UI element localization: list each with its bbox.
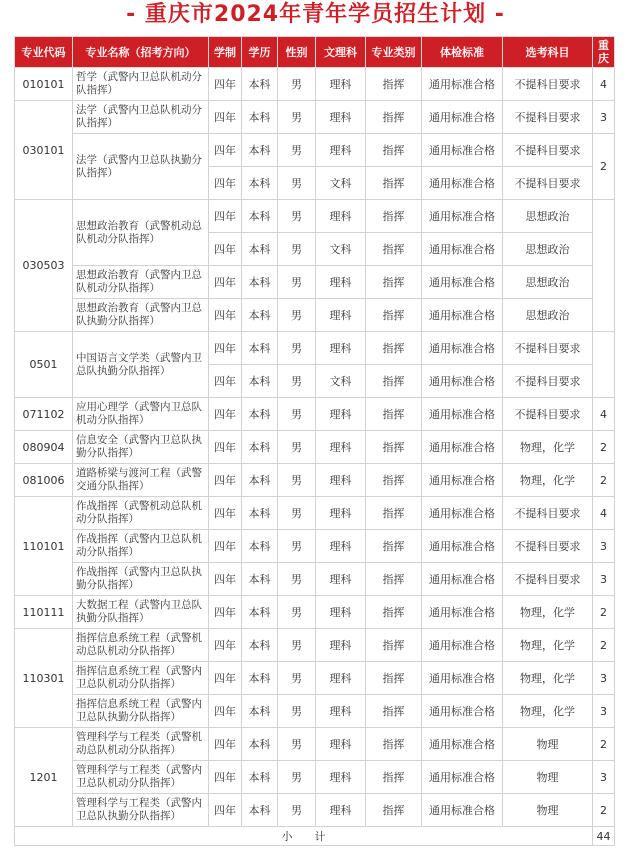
health-standard-cell: 通用标准合格 (422, 101, 503, 134)
health-standard-cell: 通用标准合格 (422, 299, 503, 332)
header-cell: 专业类别 (366, 37, 422, 68)
table-row (15, 695, 615, 728)
degree-cell: 本科 (242, 299, 278, 332)
table-row (15, 728, 615, 761)
duration-cell: 四年 (209, 299, 242, 332)
gender-cell: 男 (278, 530, 316, 563)
major-code-cell: 030101 (15, 101, 73, 200)
subjects-cell: 物理，化学 (503, 662, 593, 695)
degree-cell: 本科 (242, 662, 278, 695)
health-standard-cell: 通用标准合格 (422, 530, 503, 563)
quota-cell: 2 (593, 464, 615, 497)
degree-cell: 本科 (242, 266, 278, 299)
track-cell: 理科 (316, 761, 366, 794)
track-cell: 理科 (316, 596, 366, 629)
track-cell: 理科 (316, 266, 366, 299)
subjects-cell: 物理 (503, 761, 593, 794)
major-code-cell: 081006 (15, 464, 73, 497)
major-name-cell: 作战指挥（武警内卫总队执勤分队指挥） (73, 563, 209, 596)
gender-cell: 男 (278, 398, 316, 431)
major-name-cell: 指挥信息系统工程（武警机动总队机动分队指挥） (73, 629, 209, 662)
track-cell: 理科 (316, 134, 366, 167)
major-code-cell: 030503 (15, 200, 73, 332)
quota-cell (593, 200, 615, 332)
subjects-cell: 不提科目要求 (503, 365, 593, 398)
major-name-cell: 作战指挥（武警内卫总队机动分队指挥） (73, 530, 209, 563)
table-row (15, 68, 615, 101)
header-row (15, 37, 615, 68)
health-standard-cell: 通用标准合格 (422, 365, 503, 398)
category-cell: 指挥 (366, 266, 422, 299)
degree-cell: 本科 (242, 464, 278, 497)
duration-cell: 四年 (209, 101, 242, 134)
table-row (15, 101, 615, 134)
header-cell: 性别 (278, 37, 316, 68)
track-cell: 理科 (316, 101, 366, 134)
subjects-cell: 思想政治 (503, 233, 593, 266)
degree-cell: 本科 (242, 167, 278, 200)
table-row (15, 431, 615, 464)
duration-cell: 四年 (209, 200, 242, 233)
major-name-cell: 哲学（武警内卫总队机动分队指挥） (73, 68, 209, 101)
gender-cell: 男 (278, 629, 316, 662)
degree-cell: 本科 (242, 233, 278, 266)
quota-cell: 2 (593, 629, 615, 662)
major-name-cell: 大数据工程（武警内卫总队执勤分队指挥） (73, 596, 209, 629)
degree-cell: 本科 (242, 101, 278, 134)
category-cell: 指挥 (366, 794, 422, 827)
category-cell: 指挥 (366, 299, 422, 332)
duration-cell: 四年 (209, 662, 242, 695)
degree-cell: 本科 (242, 596, 278, 629)
degree-cell: 本科 (242, 431, 278, 464)
duration-cell: 四年 (209, 629, 242, 662)
table-row (15, 596, 615, 629)
track-cell: 文科 (316, 167, 366, 200)
quota-cell: 3 (593, 695, 615, 728)
subjects-cell: 思想政治 (503, 299, 593, 332)
subjects-cell: 物理，化学 (503, 695, 593, 728)
header-cell: 文理科 (316, 37, 366, 68)
major-name-cell: 思想政治教育（武警内卫总队机动分队指挥） (73, 266, 209, 299)
gender-cell: 男 (278, 266, 316, 299)
table-row (15, 299, 615, 332)
duration-cell: 四年 (209, 728, 242, 761)
quota-cell: 4 (593, 398, 615, 431)
header-cell: 选考科目 (503, 37, 593, 68)
subjects-cell: 不提科目要求 (503, 134, 593, 167)
duration-cell: 四年 (209, 233, 242, 266)
degree-cell: 本科 (242, 563, 278, 596)
category-cell: 指挥 (366, 167, 422, 200)
category-cell: 指挥 (366, 200, 422, 233)
table-row (15, 134, 615, 167)
subjects-cell: 物理，化学 (503, 464, 593, 497)
health-standard-cell: 通用标准合格 (422, 233, 503, 266)
degree-cell: 本科 (242, 332, 278, 365)
major-code-cell: 0501 (15, 332, 73, 398)
major-code-cell: 1201 (15, 728, 73, 827)
major-name-cell: 法学（武警内卫总队执勤分队指挥） (73, 134, 209, 200)
header-cell: 学历 (242, 37, 278, 68)
gender-cell: 男 (278, 68, 316, 101)
gender-cell: 男 (278, 497, 316, 530)
duration-cell: 四年 (209, 761, 242, 794)
track-cell: 理科 (316, 200, 366, 233)
major-name-cell: 道路桥梁与渡河工程（武警交通分队指挥） (73, 464, 209, 497)
track-cell: 理科 (316, 398, 366, 431)
quota-cell: 3 (593, 563, 615, 596)
duration-cell: 四年 (209, 167, 242, 200)
subjects-cell: 不提科目要求 (503, 497, 593, 530)
duration-cell: 四年 (209, 695, 242, 728)
subjects-cell: 不提科目要求 (503, 332, 593, 365)
gender-cell: 男 (278, 365, 316, 398)
subjects-cell: 思想政治 (503, 266, 593, 299)
major-name-cell: 管理科学与工程类（武警内卫总队执勤分队指挥） (73, 794, 209, 827)
major-name-cell: 指挥信息系统工程（武警内卫总队执勤分队指挥） (73, 695, 209, 728)
major-code-cell: 080904 (15, 431, 73, 464)
category-cell: 指挥 (366, 728, 422, 761)
health-standard-cell: 通用标准合格 (422, 134, 503, 167)
category-cell: 指挥 (366, 365, 422, 398)
category-cell: 指挥 (366, 530, 422, 563)
category-cell: 指挥 (366, 68, 422, 101)
gender-cell: 男 (278, 167, 316, 200)
subjects-cell: 不提科目要求 (503, 68, 593, 101)
track-cell: 文科 (316, 365, 366, 398)
quota-cell: 3 (593, 662, 615, 695)
subjects-cell: 物理，化学 (503, 596, 593, 629)
health-standard-cell: 通用标准合格 (422, 431, 503, 464)
degree-cell: 本科 (242, 398, 278, 431)
gender-cell: 男 (278, 662, 316, 695)
category-cell: 指挥 (366, 134, 422, 167)
major-name-cell: 信息安全（武警内卫总队执勤分队指挥） (73, 431, 209, 464)
header-cell: 体检标准 (422, 37, 503, 68)
major-name-cell: 中国语言文学类（武警内卫总队执勤分队指挥） (73, 332, 209, 398)
subjects-cell: 不提科目要求 (503, 167, 593, 200)
major-code-cell: 110301 (15, 629, 73, 728)
gender-cell: 男 (278, 101, 316, 134)
category-cell: 指挥 (366, 233, 422, 266)
category-cell: 指挥 (366, 332, 422, 365)
health-standard-cell: 通用标准合格 (422, 629, 503, 662)
subjects-cell: 物理，化学 (503, 629, 593, 662)
quota-cell: 2 (593, 794, 615, 827)
header-cell: 重庆 (593, 37, 615, 68)
health-standard-cell: 通用标准合格 (422, 167, 503, 200)
health-standard-cell: 通用标准合格 (422, 596, 503, 629)
health-standard-cell: 通用标准合格 (422, 464, 503, 497)
table-row (15, 266, 615, 299)
track-cell: 文科 (316, 233, 366, 266)
major-name-cell: 思想政治教育（武警内卫总队执勤分队指挥） (73, 299, 209, 332)
category-cell: 指挥 (366, 629, 422, 662)
gender-cell: 男 (278, 728, 316, 761)
health-standard-cell: 通用标准合格 (422, 497, 503, 530)
subjects-cell: 不提科目要求 (503, 101, 593, 134)
health-standard-cell: 通用标准合格 (422, 695, 503, 728)
gender-cell: 男 (278, 332, 316, 365)
header-cell: 学制 (209, 37, 242, 68)
major-name-cell: 思想政治教育（武警机动总队机动分队指挥） (73, 200, 209, 266)
quota-cell: 4 (593, 497, 615, 530)
degree-cell: 本科 (242, 68, 278, 101)
category-cell: 指挥 (366, 398, 422, 431)
health-standard-cell: 通用标准合格 (422, 332, 503, 365)
category-cell: 指挥 (366, 662, 422, 695)
quota-cell: 4 (593, 68, 615, 101)
duration-cell: 四年 (209, 68, 242, 101)
health-standard-cell: 通用标准合格 (422, 728, 503, 761)
track-cell: 理科 (316, 332, 366, 365)
duration-cell: 四年 (209, 431, 242, 464)
table-row (15, 563, 615, 596)
gender-cell: 男 (278, 563, 316, 596)
gender-cell: 男 (278, 431, 316, 464)
table-row (15, 629, 615, 662)
degree-cell: 本科 (242, 629, 278, 662)
degree-cell: 本科 (242, 530, 278, 563)
header-cell: 专业代码 (15, 37, 73, 68)
major-name-cell: 法学（武警内卫总队机动分队指挥） (73, 101, 209, 134)
subjects-cell: 物理 (503, 728, 593, 761)
duration-cell: 四年 (209, 563, 242, 596)
duration-cell: 四年 (209, 266, 242, 299)
gender-cell: 男 (278, 794, 316, 827)
subjects-cell: 不提科目要求 (503, 398, 593, 431)
table-row (15, 200, 615, 233)
quota-cell: 2 (593, 596, 615, 629)
health-standard-cell: 通用标准合格 (422, 266, 503, 299)
duration-cell: 四年 (209, 530, 242, 563)
track-cell: 理科 (316, 68, 366, 101)
major-name-cell: 作战指挥（武警机动总队机动分队指挥） (73, 497, 209, 530)
quota-cell: 2 (593, 134, 615, 200)
major-code-cell: 071102 (15, 398, 73, 431)
duration-cell: 四年 (209, 596, 242, 629)
gender-cell: 男 (278, 299, 316, 332)
major-name-cell: 指挥信息系统工程（武警内卫总队机动分队指挥） (73, 662, 209, 695)
subtotal-value: 44 (593, 827, 615, 846)
table-row (15, 332, 615, 365)
health-standard-cell: 通用标准合格 (422, 761, 503, 794)
subjects-cell: 不提科目要求 (503, 563, 593, 596)
health-standard-cell: 通用标准合格 (422, 68, 503, 101)
enrollment-table (14, 36, 615, 846)
duration-cell: 四年 (209, 497, 242, 530)
subtotal-row (15, 827, 615, 846)
gender-cell: 男 (278, 200, 316, 233)
degree-cell: 本科 (242, 365, 278, 398)
track-cell: 理科 (316, 464, 366, 497)
health-standard-cell: 通用标准合格 (422, 794, 503, 827)
track-cell: 理科 (316, 299, 366, 332)
health-standard-cell: 通用标准合格 (422, 662, 503, 695)
category-cell: 指挥 (366, 761, 422, 794)
degree-cell: 本科 (242, 200, 278, 233)
category-cell: 指挥 (366, 695, 422, 728)
track-cell: 理科 (316, 563, 366, 596)
major-name-cell: 应用心理学（武警内卫总队机动分队指挥） (73, 398, 209, 431)
health-standard-cell: 通用标准合格 (422, 563, 503, 596)
category-cell: 指挥 (366, 431, 422, 464)
track-cell: 理科 (316, 728, 366, 761)
quota-cell: 2 (593, 431, 615, 464)
degree-cell: 本科 (242, 695, 278, 728)
major-name-cell: 管理科学与工程类（武警机动总队机动分队指挥） (73, 728, 209, 761)
major-code-cell: 110111 (15, 596, 73, 629)
major-code-cell: 010101 (15, 68, 73, 101)
subjects-cell: 物理，化学 (503, 431, 593, 464)
table-row (15, 530, 615, 563)
degree-cell: 本科 (242, 134, 278, 167)
table-row (15, 464, 615, 497)
quota-cell: 3 (593, 101, 615, 134)
track-cell: 理科 (316, 662, 366, 695)
table-row (15, 398, 615, 431)
subjects-cell: 思想政治 (503, 200, 593, 233)
track-cell: 理科 (316, 794, 366, 827)
gender-cell: 男 (278, 596, 316, 629)
health-standard-cell: 通用标准合格 (422, 200, 503, 233)
subtotal-label: 小 计 (15, 827, 593, 846)
gender-cell: 男 (278, 761, 316, 794)
gender-cell: 男 (278, 233, 316, 266)
track-cell: 理科 (316, 530, 366, 563)
duration-cell: 四年 (209, 464, 242, 497)
subjects-cell: 不提科目要求 (503, 530, 593, 563)
table-row (15, 497, 615, 530)
category-cell: 指挥 (366, 464, 422, 497)
duration-cell: 四年 (209, 134, 242, 167)
category-cell: 指挥 (366, 563, 422, 596)
gender-cell: 男 (278, 134, 316, 167)
degree-cell: 本科 (242, 761, 278, 794)
duration-cell: 四年 (209, 398, 242, 431)
category-cell: 指挥 (366, 596, 422, 629)
major-name-cell: 管理科学与工程类（武警内卫总队机动分队指挥） (73, 761, 209, 794)
track-cell: 理科 (316, 695, 366, 728)
table-row (15, 662, 615, 695)
track-cell: 理科 (316, 431, 366, 464)
header-cell: 专业名称（招考方向） (73, 37, 209, 68)
category-cell: 指挥 (366, 101, 422, 134)
major-code-cell: 110101 (15, 497, 73, 596)
quota-cell: 2 (593, 728, 615, 761)
gender-cell: 男 (278, 464, 316, 497)
page-title: - 重庆市2024年青年学员招生计划 - (126, 2, 505, 27)
table-row (15, 761, 615, 794)
category-cell: 指挥 (366, 497, 422, 530)
track-cell: 理科 (316, 629, 366, 662)
degree-cell: 本科 (242, 728, 278, 761)
degree-cell: 本科 (242, 497, 278, 530)
duration-cell: 四年 (209, 365, 242, 398)
quota-cell (593, 332, 615, 398)
gender-cell: 男 (278, 695, 316, 728)
duration-cell: 四年 (209, 794, 242, 827)
duration-cell: 四年 (209, 332, 242, 365)
track-cell: 理科 (316, 497, 366, 530)
degree-cell: 本科 (242, 794, 278, 827)
quota-cell: 3 (593, 761, 615, 794)
subjects-cell: 物理 (503, 794, 593, 827)
table-row (15, 794, 615, 827)
health-standard-cell: 通用标准合格 (422, 398, 503, 431)
quota-cell: 3 (593, 530, 615, 563)
